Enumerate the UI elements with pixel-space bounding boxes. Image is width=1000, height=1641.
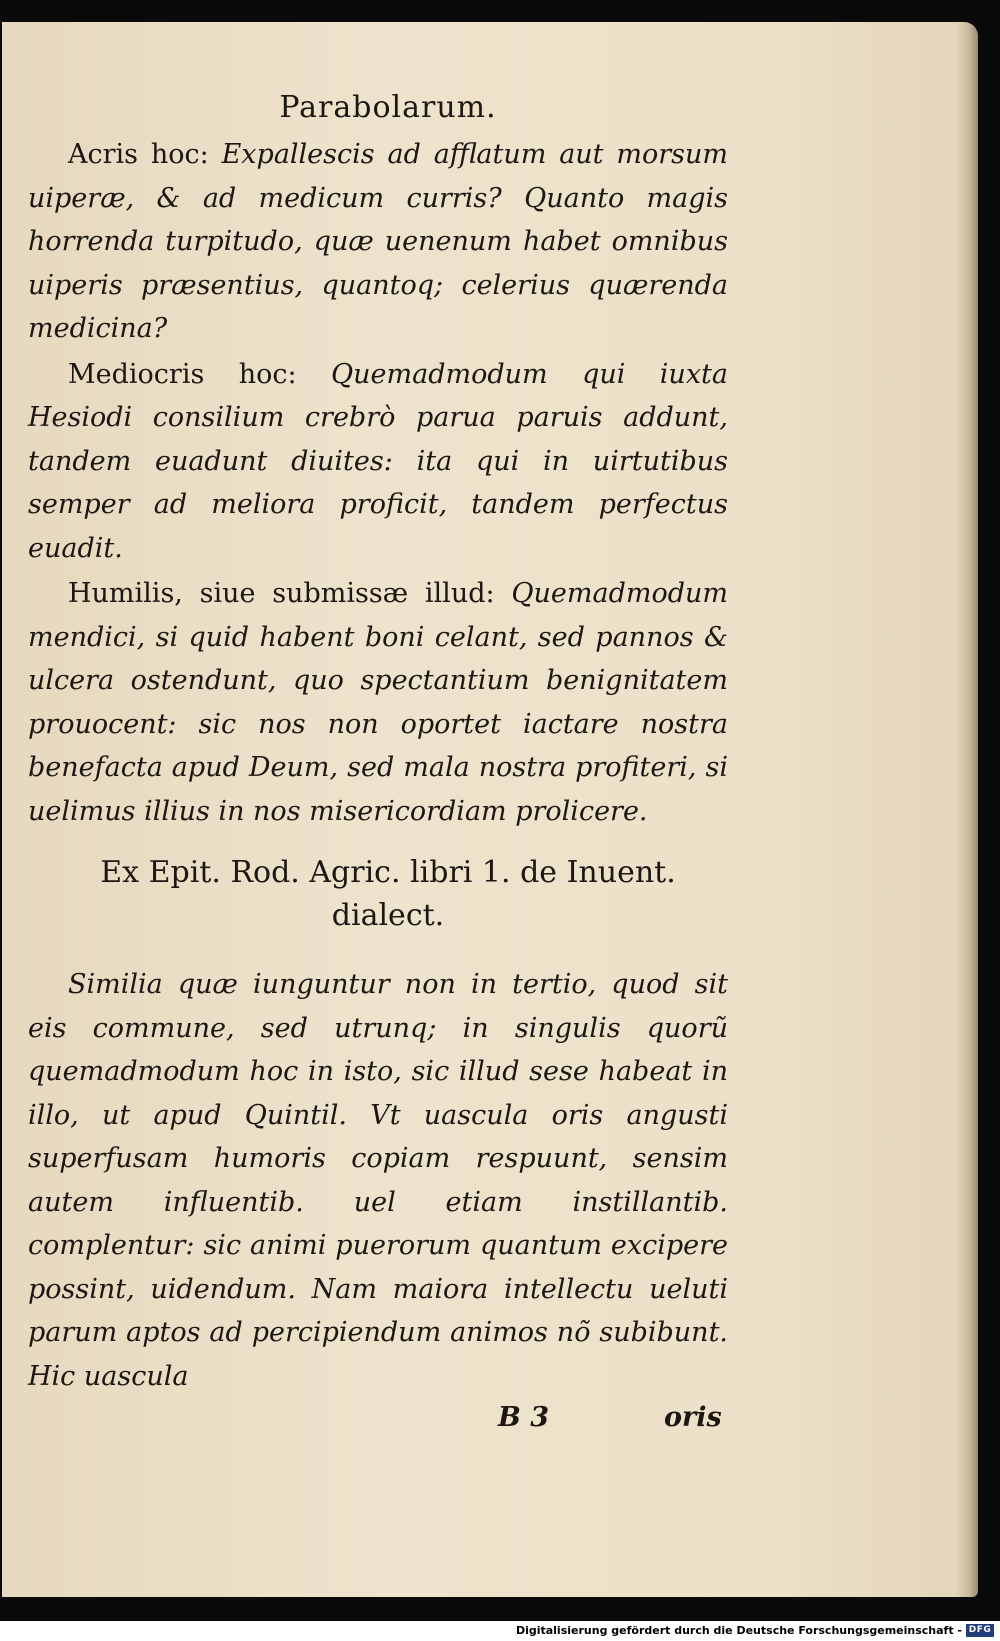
signature-mark: B 3 (498, 1402, 550, 1433)
paragraph-text: Quemadmodum mendici, si quid habent boni celant, sed pannos & ulcera ostendunt, quo spectantium benignitatem prouocent: sic nos non oportet iactare nostra benefacta apud Deum, sed mala nostra profiteri, si uelimus illius in nos misericordiam prolicere. (28, 578, 728, 827)
paragraph-similia: Similia quæ iunguntur non in tertio, quod sit eis commune, sed utrunq; in singulis quorũ quemadmodum hoc in isto, sic illud sese habeat in illo, ut apud Quintil. Vt uascula oris angusti superfusam humoris copiam respuunt, sensim autem influentib. uel etiam instillantib. complentur: sic animi puerorum quantum excipere possint, uidendum. Nam maiora intellectu ueluti parum aptos ad percipiendum animos nõ subibunt. Hic uascula (28, 969, 728, 1392)
text-block (28, 70, 728, 1446)
paragraph-lead: Humilis, siue submissæ illud: (68, 578, 495, 609)
running-head: Parabolarum. (279, 90, 497, 125)
book-page (2, 22, 978, 1597)
dfg-logo-icon: DFG (966, 1624, 994, 1637)
section-heading: Ex Epit. Rod. Agric. libri 1. de Inuent. dialect. (100, 855, 676, 933)
catchword: oris (664, 1402, 722, 1433)
footer-credit: Digitalisierung gefördert durch die Deutsche Forschungsgemeinschaft - (515, 1624, 962, 1637)
paragraph-lead: Mediocris hoc: (68, 358, 297, 390)
paragraph-acris (28, 133, 728, 351)
paragraph-lead: Acris hoc: (68, 139, 209, 170)
signature-line (28, 1402, 728, 1446)
footer-bar (0, 1621, 1000, 1641)
page-edge-shadow (956, 22, 978, 1597)
paragraph-text: Quemadmodum qui iuxta Hesiodi consilium crebrò parua paruis addunt, tandem euadunt diuites: ita qui in uirtutibus semper ad meliora proficit, tandem perfectus euadit. (28, 358, 728, 564)
paragraph-humilis (28, 572, 728, 833)
paragraph-text: Expallescis ad afflatum aut morsum uiperæ, & ad medicum curris? Quanto magis horrenda turpitudo, quæ uenenum habet omnibus uiperis præsentius, quantoq; celerius quærenda medicina? (28, 139, 728, 344)
paragraph-mediocris (28, 353, 728, 571)
